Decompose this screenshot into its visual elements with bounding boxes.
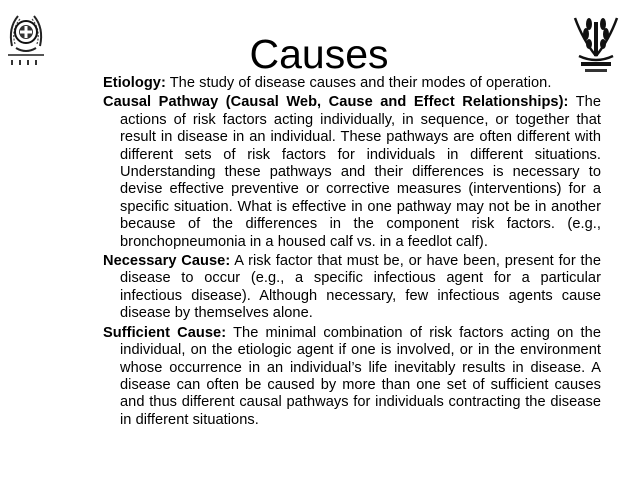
definition-text: The actions of risk factors acting individually, in sequence, or together that result in disease in an individual. These pathways are often different with different sets of risk factors for individuals in different situations. Understanding these pathways and their differences is necessary to devise effective preventive or corrective measures (interventions) for a specific situation. What is effective in one pathway may not be in another because of the differences in the component risk factors. (e.g., bronchopneumonia in a housed calf vs. in a feedlot calf). — [120, 94, 601, 250]
term-label: Etiology: — [103, 75, 166, 91]
definition-text: The minimal combination of risk factors acting on the individual, on the etiologic agent if one is involved, or in the environment whose occurrence in an individual’s life inevitably results in disease. A disease can often be caused by more than one set of sufficient causes and thus different causal pathways for individuals contracting the disease in different situations. — [120, 324, 601, 428]
term-label: Causal Pathway (Causal Web, Cause and Effect Relationships): — [103, 94, 569, 111]
definition-sufficient-cause — [103, 325, 601, 429]
term-label: Necessary Cause: — [103, 253, 231, 270]
slide-title: Causes — [249, 31, 389, 77]
definition-text: A risk factor that must be, or have been, present for the disease to occur (e.g., a specific infectious agent for a particular infectious disease). Although necessary, few infectious agents cause disease by themselves alone. — [120, 253, 601, 322]
definition-etiology — [103, 75, 601, 92]
term-label: Sufficient Cause: — [103, 324, 227, 341]
definition-text: The study of disease causes and their modes of operation. — [169, 75, 552, 91]
definition-necessary-cause — [103, 253, 601, 323]
definition-causal-pathway — [103, 94, 601, 251]
slide-body — [103, 75, 601, 431]
